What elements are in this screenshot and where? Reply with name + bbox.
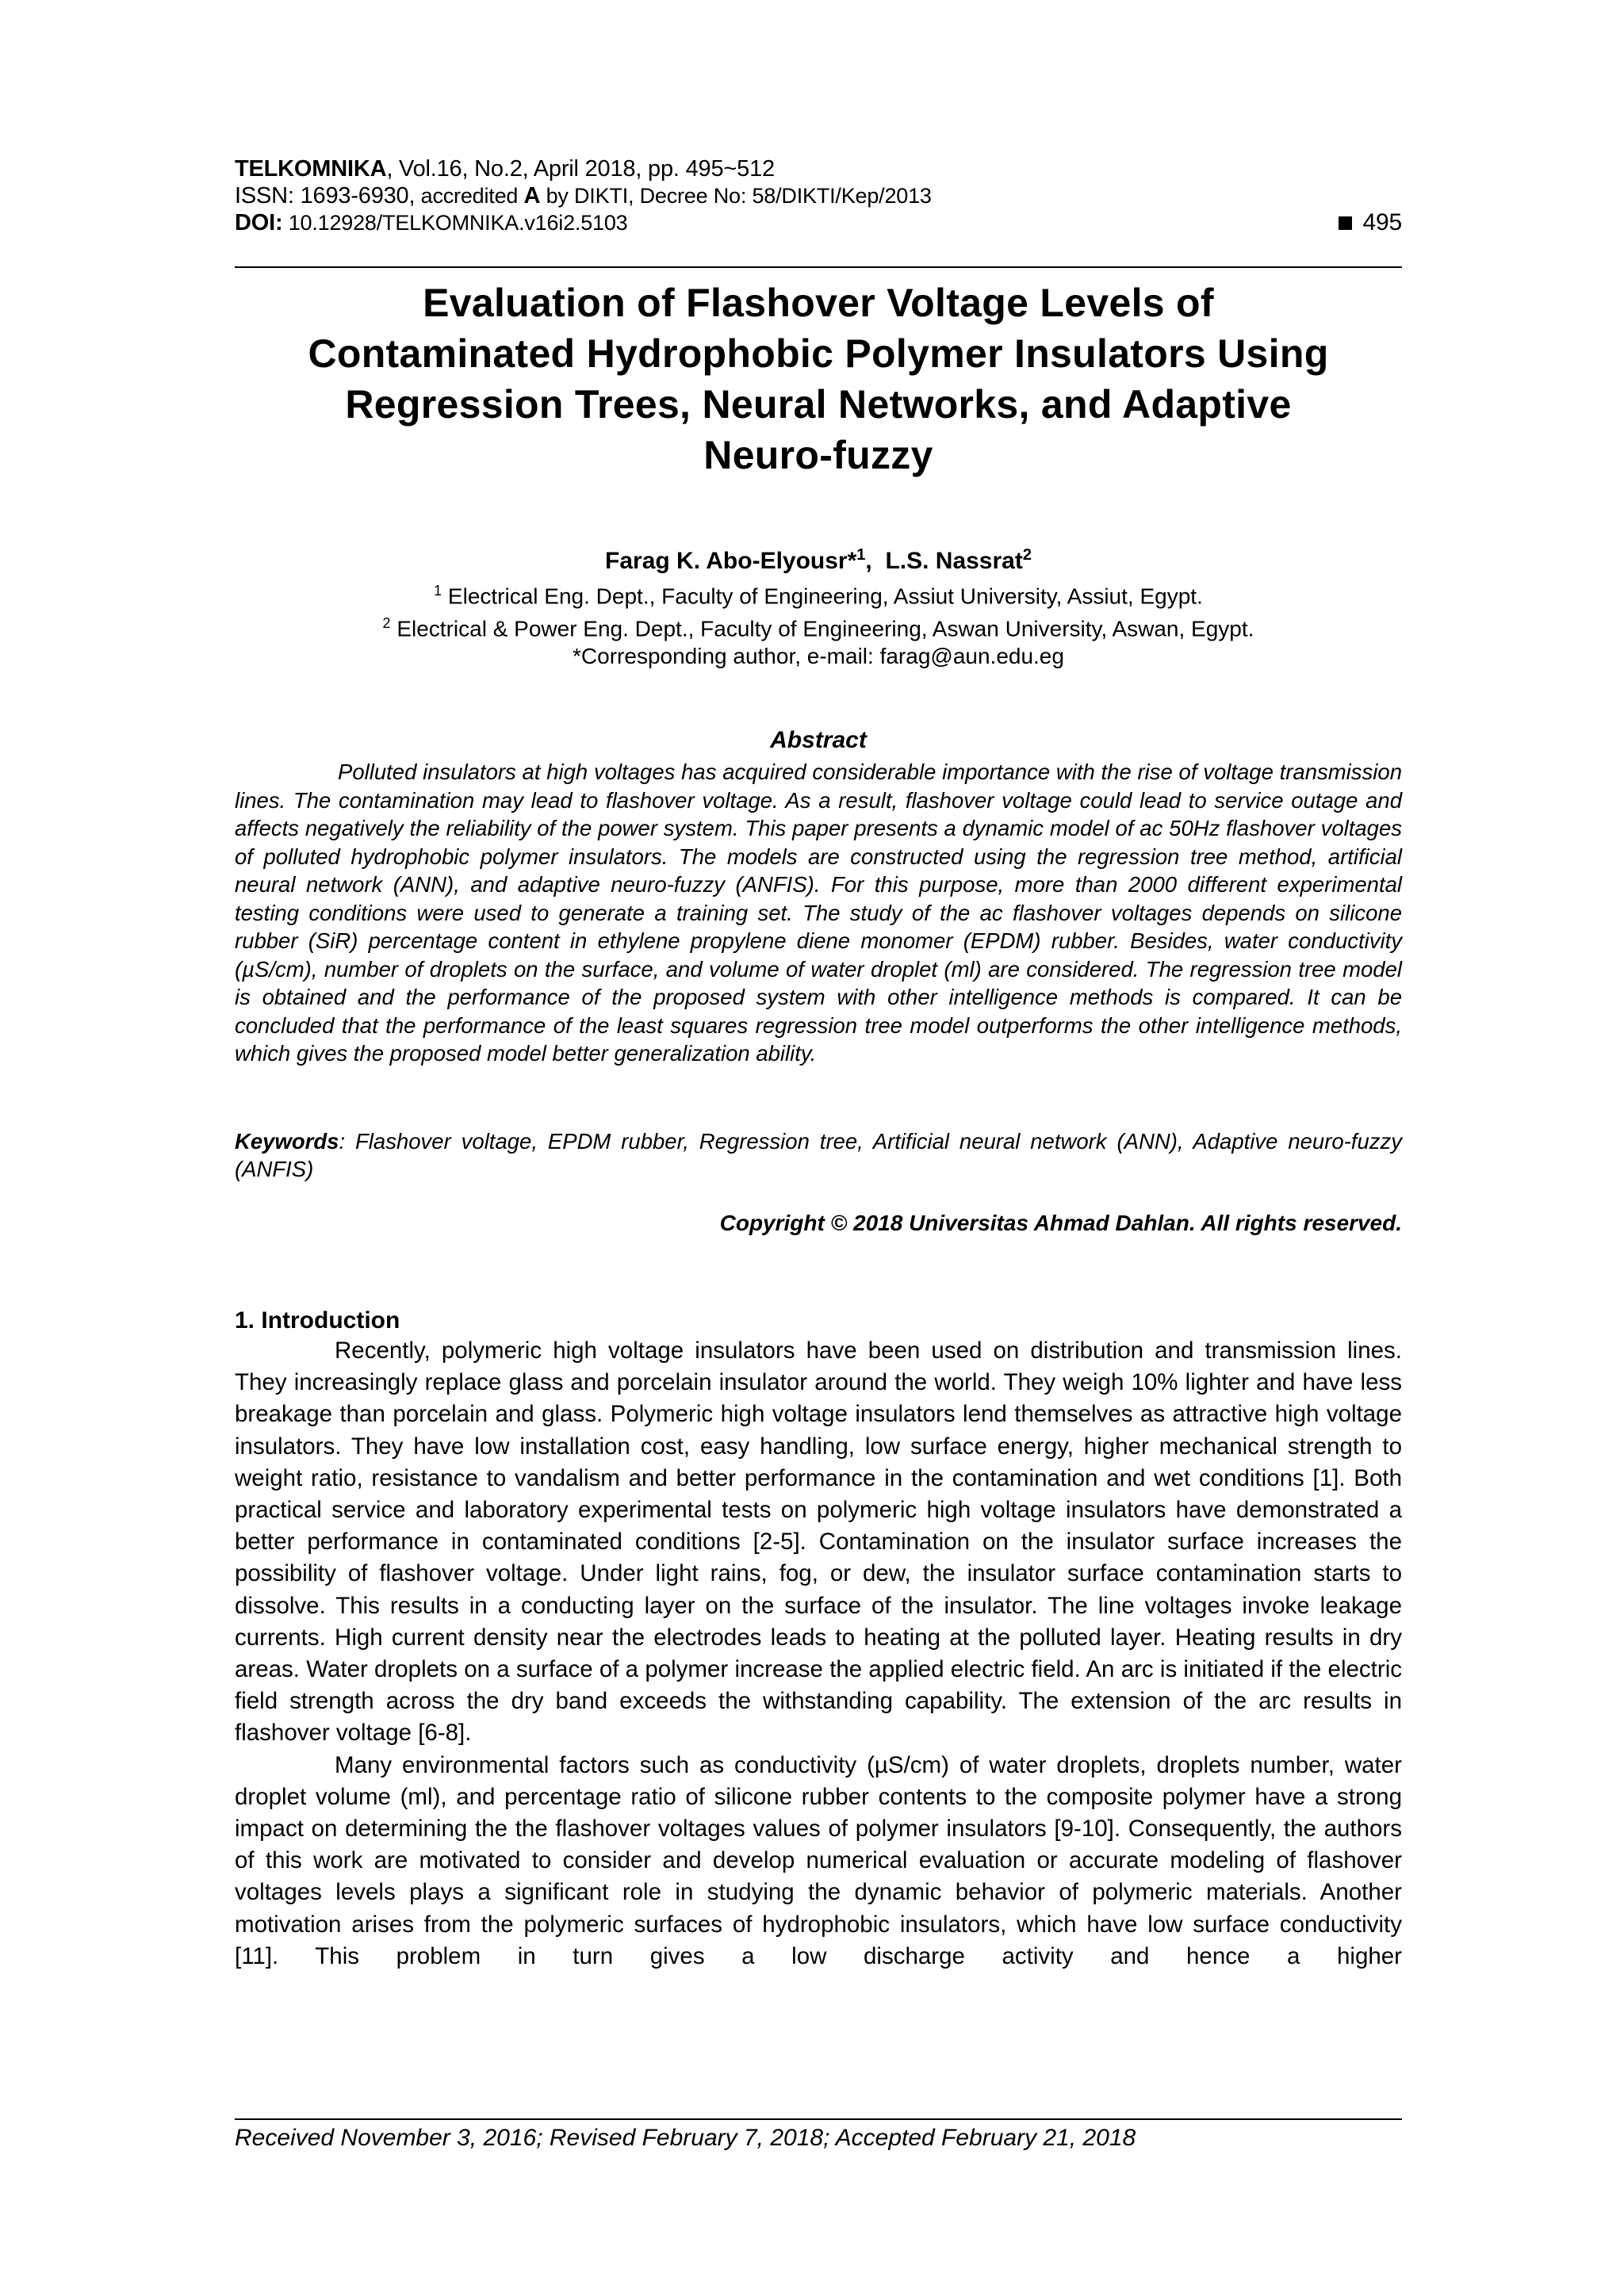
abstract-text: Polluted insulators at high voltages has acquired considerable importance with the rise of voltage transmission lines. The contamination may lead to flashover voltage. As a result, flashover voltage could lead to service outage and affects negatively the reliability of the power system. This paper presents a dynamic model of ac 50Hz flashover voltages of polluted hydrophobic polymer insulators. The models are constructed using the regression tree method, artificial neural network (ANN), and adaptive neuro-fuzzy (ANFIS). For this purpose, more than 2000 different experimental testing conditions were used to generate a training set. The study of the ac flashover voltages depends on silicone rubber (SiR) percentage content in ethylene propylene diene monomer (EPDM) rubber. Besides, water conductivity (µS/cm), number of droplets on the surface, and volume of water droplet (ml) are considered. The regression tree model is obtained and the performance of the proposed system with other intelligence methods is compared. It can be concluded that the performance of the least squares regression tree model outperforms the other intelligence methods, which gives the proposed model better generalization ability. bbox=[235, 760, 1402, 1066]
introduction-paragraph-2: Many environmental factors such as conductivity (µS/cm) of water droplets, droplets number, water droplet volume (ml), and percentage ratio of silicone rubber contents to the composite polymer have a strong impact on determining the the flashover voltages values of polymer insulators [9-10]. Consequently, the authors of this work are motivated to consider and develop numerical evaluation or accurate modeling of flashover voltages levels plays a significant role in studying the dynamic behavior of polymeric materials. Another motivation arises from the polymeric surfaces of hydrophobic insulators, which have low surface conductivity [11]. This problem in turn gives a low discharge activity and hence a higher bbox=[235, 1751, 1402, 1969]
introduction-paragraph-1: Recently, polymeric high voltage insulators have been used on distribution and transmission lines. They increasingly replace glass and porcelain insulator around the world. They weigh 10% lighter and have less breakage than porcelain and glass. Polymeric high voltage insulators lend themselves as attractive high voltage insulators. They have low installation cost, easy handling, low surface energy, higher mechanical strength to weight ratio, resistance to vandalism and better performance in the contamination and wet conditions [1]. Both practical service and laboratory experimental tests on polymeric high voltage insulators have demonstrated a better performance in contaminated conditions [2-5]. Contamination on the insulator surface increases the possibility of flashover voltage. Under light rains, fog, or dew, the insulator surface contamination starts to dissolve. This results in a conducting layer on the surface of the insulator. The line voltages invoke leakage currents. High current density near the electrodes leads to heating at the polluted layer. Heating results in dry areas. Water droplets on a surface of a polymer increase the applied electric field. An arc is initiated if the electric field strength across the dry band exceeds the withstanding capability. The extension of the arc results in flashover voltage [6-8]. bbox=[235, 1337, 1402, 1747]
author-2: L.S. Nassrat bbox=[885, 548, 1023, 574]
author-names bbox=[235, 539, 1402, 577]
page-number: 495 bbox=[1362, 209, 1402, 235]
author-2-affiliation-mark: 2 bbox=[1022, 546, 1032, 564]
title-line-4: Neuro-fuzzy bbox=[703, 433, 933, 477]
keywords-label: Keywords bbox=[235, 1129, 339, 1154]
paper-title bbox=[235, 277, 1402, 480]
doi-label: DOI: bbox=[235, 210, 283, 235]
header-divider bbox=[235, 266, 1402, 268]
affiliation-1-text: Electrical Eng. Dept., Faculty of Engineering, Assiut University, Assiut, Egypt. bbox=[442, 584, 1203, 609]
introduction-body bbox=[235, 1335, 1402, 1973]
received-dates: Received November 3, 2016; Revised February 7, 2018; Accepted February 21, 2018 bbox=[235, 2125, 1136, 2151]
title-line-1: Evaluation of Flashover Voltage Levels of bbox=[423, 281, 1214, 325]
abstract-heading: Abstract bbox=[770, 727, 867, 753]
accredited-text: accredited bbox=[415, 184, 524, 208]
author-block bbox=[235, 539, 1402, 670]
issn-label: ISSN: 1693-6930, bbox=[235, 183, 416, 209]
footer-divider bbox=[235, 2118, 1402, 2120]
volume-info: , Vol.16, No.2, April 2018, pp. 495~512 bbox=[386, 156, 775, 182]
title-line-2: Contaminated Hydrophobic Polymer Insulators Using bbox=[308, 331, 1329, 376]
affiliation-2-mark: 2 bbox=[382, 615, 391, 632]
journal-name: TELKOMNIKA bbox=[235, 156, 387, 182]
author-separator: , bbox=[865, 548, 886, 574]
doi-line bbox=[235, 209, 1402, 236]
section-heading-introduction: 1. Introduction bbox=[235, 1307, 400, 1334]
page-number-block bbox=[1339, 209, 1402, 236]
corresponding-author: *Corresponding author, e-mail: farag@aun.edu.eg bbox=[573, 643, 1064, 668]
issn-line bbox=[235, 182, 1402, 209]
author-1: Farag K. Abo-Elyousr* bbox=[605, 548, 857, 574]
doi-value: 10.12928/TELKOMNIKA.v16i2.5103 bbox=[282, 211, 628, 235]
journal-citation-line bbox=[235, 155, 1402, 182]
affiliation-2-text: Electrical & Power Eng. Dept., Faculty of Engineering, Aswan University, Aswan, Egypt. bbox=[390, 616, 1254, 641]
affiliation-2 bbox=[235, 610, 1402, 642]
affiliation-1-mark: 1 bbox=[434, 583, 442, 599]
accreditation-info: by DIKTI, Decree No: 58/DIKTI/Kep/2013 bbox=[540, 184, 932, 208]
author-1-affiliation-mark: 1 bbox=[856, 546, 866, 564]
copyright-notice: Copyright © 2018 Universitas Ahmad Dahlan. All rights reserved. bbox=[719, 1211, 1402, 1235]
accredited-grade: A bbox=[523, 183, 541, 209]
keywords bbox=[235, 1127, 1402, 1183]
journal-header bbox=[235, 155, 1402, 236]
square-bullet-icon bbox=[1339, 216, 1352, 230]
keywords-text: : Flashover voltage, EPDM rubber, Regression tree, Artificial neural network (ANN), Adaptive neuro-fuzzy (ANFIS) bbox=[235, 1129, 1402, 1181]
title-line-3: Regression Trees, Neural Networks, and Adaptive bbox=[345, 382, 1292, 427]
affiliation-1 bbox=[235, 577, 1402, 610]
